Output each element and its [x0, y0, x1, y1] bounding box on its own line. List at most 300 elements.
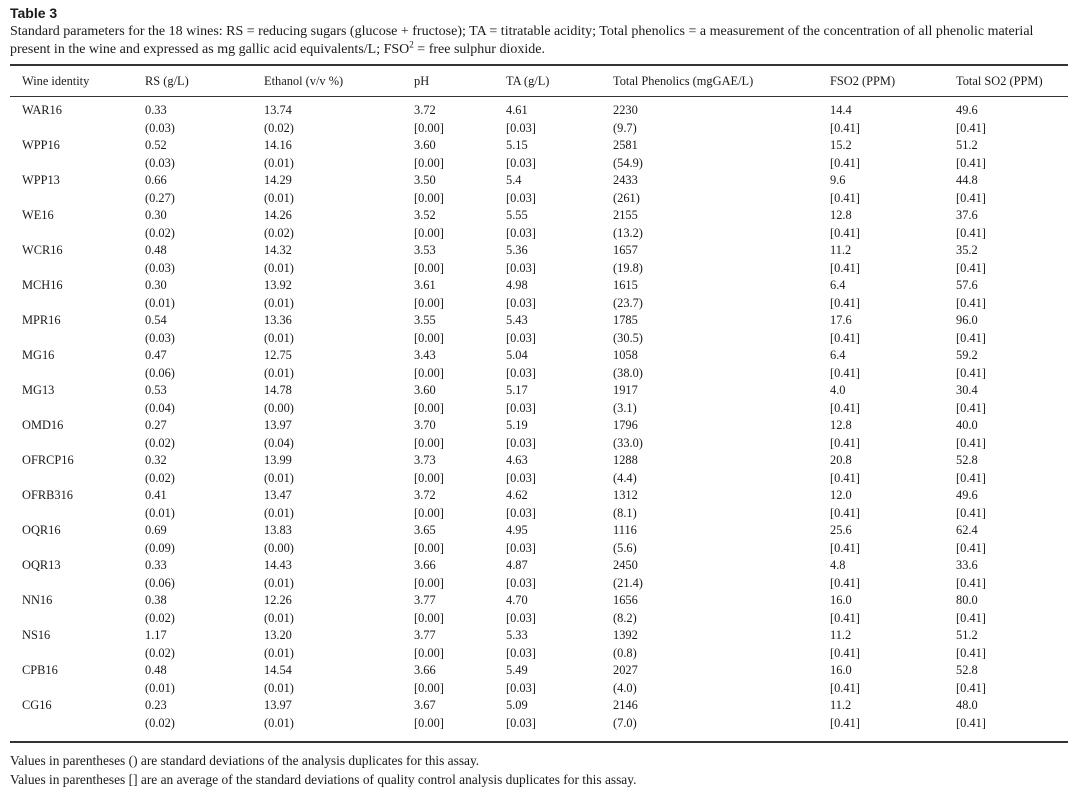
cell-ethanol: 12.26 — [264, 593, 292, 607]
cell-total-so2: 51.2 — [956, 138, 978, 152]
cell-empty — [10, 715, 145, 733]
table-caption — [10, 23, 1072, 59]
cell-fso2: 25.6 — [830, 523, 852, 537]
table-row — [10, 96, 1068, 120]
cell-ethanol-deviation: (0.04) — [264, 435, 294, 450]
table-bottom-rule — [10, 741, 1068, 743]
cell-ta-deviation: [0.03] — [506, 505, 536, 520]
table-row — [10, 347, 1068, 365]
cell-ph: 3.43 — [414, 348, 436, 362]
cell-fso2-deviation: [0.41] — [830, 330, 860, 345]
table-row — [10, 417, 1068, 435]
cell-empty — [10, 610, 145, 628]
cell-ph-deviation: [0.00] — [414, 120, 444, 135]
table-row — [10, 592, 1068, 610]
cell-ta-deviation: [0.03] — [506, 715, 536, 730]
column-header-rs: RS (g/L) — [145, 73, 189, 88]
cell-total-phenolics: 1615 — [613, 278, 638, 292]
cell-wine-id: WCR16 — [22, 243, 63, 257]
cell-ethanol-deviation: (0.01) — [264, 295, 294, 310]
cell-total-phenolics-deviation: (261) — [613, 190, 640, 205]
cell-ethanol: 13.99 — [264, 453, 292, 467]
cell-empty — [10, 435, 145, 453]
cell-empty — [10, 295, 145, 313]
cell-ph: 3.53 — [414, 243, 436, 257]
cell-rs-deviation: (0.02) — [145, 470, 175, 485]
cell-ta: 4.98 — [506, 278, 528, 292]
table-row — [10, 312, 1068, 330]
caption-text-end: = free sulphur dioxide. — [413, 42, 545, 57]
cell-empty — [10, 680, 145, 698]
table-row-deviation — [10, 190, 1068, 208]
cell-fso2: 12.0 — [830, 488, 852, 502]
cell-total-so2: 62.4 — [956, 523, 978, 537]
cell-fso2: 12.8 — [830, 208, 852, 222]
cell-total-so2: 59.2 — [956, 348, 978, 362]
table-row-deviation — [10, 610, 1068, 628]
cell-total-phenolics-deviation: (19.8) — [613, 260, 643, 275]
cell-ta-deviation: [0.03] — [506, 470, 536, 485]
cell-wine-id: WPP16 — [22, 138, 60, 152]
cell-ph: 3.67 — [414, 698, 436, 712]
column-header-ta: TA (g/L) — [506, 73, 550, 88]
cell-ph-deviation: [0.00] — [414, 540, 444, 555]
cell-total-so2: 40.0 — [956, 418, 978, 432]
cell-rs-deviation: (0.27) — [145, 190, 175, 205]
table-row — [10, 627, 1068, 645]
cell-ph-deviation: [0.00] — [414, 365, 444, 380]
cell-ph: 3.55 — [414, 313, 436, 327]
cell-ethanol-deviation: (0.00) — [264, 400, 294, 415]
cell-wine-id: CG16 — [22, 698, 52, 712]
cell-ta: 5.19 — [506, 418, 528, 432]
cell-ethanol: 13.36 — [264, 313, 292, 327]
cell-rs: 0.66 — [145, 173, 167, 187]
cell-ethanol-deviation: (0.01) — [264, 155, 294, 170]
cell-empty — [10, 155, 145, 173]
cell-ethanol-deviation: (0.01) — [264, 365, 294, 380]
cell-ph: 3.66 — [414, 558, 436, 572]
cell-total-phenolics: 1657 — [613, 243, 638, 257]
cell-ta: 4.70 — [506, 593, 528, 607]
cell-empty — [10, 575, 145, 593]
cell-total-phenolics-deviation: (8.2) — [613, 610, 637, 625]
cell-fso2: 17.6 — [830, 313, 852, 327]
cell-wine-id: OMD16 — [22, 418, 64, 432]
cell-ethanol: 14.32 — [264, 243, 292, 257]
cell-ta-deviation: [0.03] — [506, 295, 536, 310]
column-header-ph: pH — [414, 73, 430, 88]
cell-wine-id: WAR16 — [22, 103, 62, 117]
cell-rs: 0.38 — [145, 593, 167, 607]
cell-rs: 0.33 — [145, 103, 167, 117]
cell-ta: 5.4 — [506, 173, 522, 187]
cell-ta: 5.36 — [506, 243, 528, 257]
cell-wine-id: CPB16 — [22, 663, 58, 677]
cell-ph-deviation: [0.00] — [414, 400, 444, 415]
cell-total-phenolics-deviation: (38.0) — [613, 365, 643, 380]
cell-rs: 0.27 — [145, 418, 167, 432]
cell-rs-deviation: (0.06) — [145, 575, 175, 590]
cell-fso2-deviation: [0.41] — [830, 610, 860, 625]
cell-ethanol: 12.75 — [264, 348, 292, 362]
cell-ta-deviation: [0.03] — [506, 260, 536, 275]
cell-ethanol: 13.92 — [264, 278, 292, 292]
cell-ph: 3.77 — [414, 628, 436, 642]
cell-empty — [10, 470, 145, 488]
cell-total-so2: 30.4 — [956, 383, 978, 397]
caption-superscript: 2 — [409, 39, 414, 50]
cell-ph: 3.70 — [414, 418, 436, 432]
table-row-deviation — [10, 365, 1068, 383]
cell-total-so2: 44.8 — [956, 173, 978, 187]
cell-total-so2-deviation: [0.41] — [956, 225, 986, 240]
table-row-deviation — [10, 715, 1068, 733]
table-row — [10, 137, 1068, 155]
cell-total-phenolics: 2155 — [613, 208, 638, 222]
cell-ta-deviation: [0.03] — [506, 365, 536, 380]
cell-total-phenolics: 1312 — [613, 488, 638, 502]
cell-ph-deviation: [0.00] — [414, 575, 444, 590]
table-row — [10, 207, 1068, 225]
cell-ethanol: 13.74 — [264, 103, 292, 117]
cell-ta: 5.04 — [506, 348, 528, 362]
cell-ethanol: 14.43 — [264, 558, 292, 572]
cell-ta-deviation: [0.03] — [506, 225, 536, 240]
cell-fso2-deviation: [0.41] — [830, 190, 860, 205]
cell-ph-deviation: [0.00] — [414, 190, 444, 205]
table-row-deviation — [10, 435, 1068, 453]
cell-total-phenolics: 1392 — [613, 628, 638, 642]
cell-rs-deviation: (0.01) — [145, 295, 175, 310]
table-row-deviation — [10, 155, 1068, 173]
cell-rs: 0.54 — [145, 313, 167, 327]
cell-total-so2: 37.6 — [956, 208, 978, 222]
cell-total-phenolics: 1796 — [613, 418, 638, 432]
table-row — [10, 487, 1068, 505]
column-header-wine-identity: Wine identity — [22, 73, 90, 88]
cell-rs-deviation: (0.02) — [145, 645, 175, 660]
table-row — [10, 452, 1068, 470]
cell-ta-deviation: [0.03] — [506, 190, 536, 205]
table-row-deviation — [10, 540, 1068, 558]
cell-ph-deviation: [0.00] — [414, 330, 444, 345]
cell-rs: 0.47 — [145, 348, 167, 362]
cell-total-so2: 51.2 — [956, 628, 978, 642]
cell-total-so2-deviation: [0.41] — [956, 715, 986, 730]
cell-total-so2: 52.8 — [956, 663, 978, 677]
cell-ethanol-deviation: (0.01) — [264, 680, 294, 695]
cell-total-phenolics-deviation: (21.4) — [613, 575, 643, 590]
cell-wine-id: OQR16 — [22, 523, 61, 537]
cell-ta-deviation: [0.03] — [506, 155, 536, 170]
table-header-row — [10, 66, 1068, 96]
cell-ethanol: 13.97 — [264, 418, 292, 432]
cell-fso2-deviation: [0.41] — [830, 295, 860, 310]
cell-fso2: 20.8 — [830, 453, 852, 467]
cell-fso2: 6.4 — [830, 348, 846, 362]
table-row-deviation — [10, 645, 1068, 663]
table-row-deviation — [10, 505, 1068, 523]
cell-fso2: 12.8 — [830, 418, 852, 432]
cell-fso2: 16.0 — [830, 593, 852, 607]
column-header-total-phenolics: Total Phenolics (mgGAE/L) — [613, 73, 754, 88]
cell-wine-id: MG16 — [22, 348, 55, 362]
cell-empty — [10, 400, 145, 418]
caption-text: Standard parameters for the 18 wines: RS = reducing sugars (glucose + fructose); TA = titratable acidity; Total phenolics = a measurement of the concentration of all phenolic material present in the wine and expressed as mg gallic acid equivalents/L; FSO — [10, 24, 1034, 57]
cell-total-phenolics: 1917 — [613, 383, 638, 397]
cell-fso2-deviation: [0.41] — [830, 400, 860, 415]
cell-total-so2-deviation: [0.41] — [956, 505, 986, 520]
cell-ph-deviation: [0.00] — [414, 260, 444, 275]
cell-ph: 3.52 — [414, 208, 436, 222]
cell-ethanol: 14.26 — [264, 208, 292, 222]
cell-rs-deviation: (0.01) — [145, 505, 175, 520]
cell-total-so2: 52.8 — [956, 453, 978, 467]
cell-ethanol: 14.29 — [264, 173, 292, 187]
cell-ethanol-deviation: (0.01) — [264, 330, 294, 345]
cell-total-phenolics: 2230 — [613, 103, 638, 117]
cell-total-phenolics-deviation: (7.0) — [613, 715, 637, 730]
cell-ta-deviation: [0.03] — [506, 435, 536, 450]
table-row-deviation — [10, 225, 1068, 243]
cell-empty — [10, 505, 145, 523]
cell-ethanol: 14.78 — [264, 383, 292, 397]
table-row — [10, 172, 1068, 190]
cell-ph: 3.61 — [414, 278, 436, 292]
cell-total-so2-deviation: [0.41] — [956, 610, 986, 625]
cell-total-phenolics-deviation: (5.6) — [613, 540, 637, 555]
cell-wine-id: MPR16 — [22, 313, 61, 327]
cell-ethanol: 13.97 — [264, 698, 292, 712]
cell-ta-deviation: [0.03] — [506, 575, 536, 590]
cell-total-so2: 33.6 — [956, 558, 978, 572]
cell-wine-id: WPP13 — [22, 173, 60, 187]
cell-ta: 5.43 — [506, 313, 528, 327]
cell-ethanol-deviation: (0.01) — [264, 715, 294, 730]
cell-total-so2-deviation: [0.41] — [956, 400, 986, 415]
cell-rs: 0.48 — [145, 663, 167, 677]
cell-total-phenolics: 1058 — [613, 348, 638, 362]
cell-ethanol-deviation: (0.01) — [264, 505, 294, 520]
cell-empty — [10, 225, 145, 243]
cell-ph: 3.72 — [414, 488, 436, 502]
cell-rs-deviation: (0.04) — [145, 400, 175, 415]
cell-fso2: 4.0 — [830, 383, 846, 397]
cell-fso2-deviation: [0.41] — [830, 120, 860, 135]
cell-rs: 0.30 — [145, 208, 167, 222]
cell-ph: 3.60 — [414, 138, 436, 152]
cell-ethanol: 13.47 — [264, 488, 292, 502]
cell-empty — [10, 540, 145, 558]
table-row — [10, 277, 1068, 295]
cell-ta: 5.49 — [506, 663, 528, 677]
cell-fso2-deviation: [0.41] — [830, 540, 860, 555]
footnote-brackets: Values in parentheses [] are an average of the standard deviations of quality control analysis duplicates for this assay. — [10, 772, 637, 787]
cell-total-phenolics: 2450 — [613, 558, 638, 572]
cell-ph-deviation: [0.00] — [414, 155, 444, 170]
cell-fso2-deviation: [0.41] — [830, 680, 860, 695]
cell-empty — [10, 190, 145, 208]
table-row-deviation — [10, 400, 1068, 418]
cell-total-so2-deviation: [0.41] — [956, 645, 986, 660]
cell-fso2: 9.6 — [830, 173, 846, 187]
cell-ph: 3.65 — [414, 523, 436, 537]
cell-fso2-deviation: [0.41] — [830, 715, 860, 730]
cell-total-phenolics-deviation: (23.7) — [613, 295, 643, 310]
cell-total-so2-deviation: [0.41] — [956, 680, 986, 695]
cell-ph-deviation: [0.00] — [414, 645, 444, 660]
cell-ethanol-deviation: (0.01) — [264, 190, 294, 205]
cell-total-phenolics-deviation: (30.5) — [613, 330, 643, 345]
table-row — [10, 242, 1068, 260]
cell-rs-deviation: (0.03) — [145, 330, 175, 345]
cell-fso2: 11.2 — [830, 698, 852, 712]
cell-total-phenolics-deviation: (13.2) — [613, 225, 643, 240]
cell-ethanol-deviation: (0.02) — [264, 225, 294, 240]
cell-total-so2-deviation: [0.41] — [956, 155, 986, 170]
cell-ta-deviation: [0.03] — [506, 540, 536, 555]
cell-total-so2: 49.6 — [956, 488, 978, 502]
cell-ph-deviation: [0.00] — [414, 715, 444, 730]
cell-ta: 5.55 — [506, 208, 528, 222]
cell-ta: 4.63 — [506, 453, 528, 467]
cell-ta: 4.62 — [506, 488, 528, 502]
cell-rs: 0.32 — [145, 453, 167, 467]
cell-ethanol-deviation: (0.01) — [264, 645, 294, 660]
cell-ethanol-deviation: (0.01) — [264, 260, 294, 275]
cell-ph-deviation: [0.00] — [414, 225, 444, 240]
cell-ethanol-deviation: (0.02) — [264, 120, 294, 135]
table-row-deviation — [10, 120, 1068, 138]
cell-total-so2-deviation: [0.41] — [956, 435, 986, 450]
footnote-parentheses: Values in parentheses () are standard deviations of the analysis duplicates for this assay. — [10, 753, 480, 768]
cell-ta-deviation: [0.03] — [506, 330, 536, 345]
cell-total-phenolics-deviation: (3.1) — [613, 400, 637, 415]
cell-total-so2: 48.0 — [956, 698, 978, 712]
cell-empty — [10, 645, 145, 663]
cell-fso2-deviation: [0.41] — [830, 260, 860, 275]
cell-total-so2-deviation: [0.41] — [956, 190, 986, 205]
cell-ethanol-deviation: (0.00) — [264, 540, 294, 555]
cell-total-phenolics: 2027 — [613, 663, 638, 677]
cell-rs-deviation: (0.02) — [145, 225, 175, 240]
cell-rs-deviation: (0.02) — [145, 715, 175, 730]
cell-ph: 3.72 — [414, 103, 436, 117]
cell-total-phenolics: 2146 — [613, 698, 638, 712]
cell-rs: 0.30 — [145, 278, 167, 292]
cell-ph-deviation: [0.00] — [414, 680, 444, 695]
cell-ph: 3.66 — [414, 663, 436, 677]
column-header-total-so2: Total SO2 (PPM) — [956, 73, 1043, 88]
cell-empty — [10, 365, 145, 383]
cell-fso2: 16.0 — [830, 663, 852, 677]
cell-ta: 5.17 — [506, 383, 528, 397]
cell-empty — [10, 330, 145, 348]
cell-ta-deviation: [0.03] — [506, 610, 536, 625]
cell-ethanol-deviation: (0.01) — [264, 470, 294, 485]
cell-fso2: 14.4 — [830, 103, 852, 117]
cell-ta: 5.33 — [506, 628, 528, 642]
cell-ethanol: 14.54 — [264, 663, 292, 677]
cell-rs-deviation: (0.03) — [145, 155, 175, 170]
cell-fso2-deviation: [0.41] — [830, 575, 860, 590]
cell-total-so2-deviation: [0.41] — [956, 260, 986, 275]
cell-rs-deviation: (0.01) — [145, 680, 175, 695]
cell-empty — [10, 260, 145, 278]
cell-fso2: 6.4 — [830, 278, 846, 292]
cell-total-phenolics: 1785 — [613, 313, 638, 327]
cell-wine-id: NS16 — [22, 628, 51, 642]
table-label: Table 3 — [10, 5, 58, 21]
cell-rs: 0.53 — [145, 383, 167, 397]
table-row-deviation — [10, 260, 1068, 278]
cell-total-phenolics-deviation: (0.8) — [613, 645, 637, 660]
table-row-deviation — [10, 680, 1068, 698]
cell-total-phenolics: 2433 — [613, 173, 638, 187]
cell-total-so2-deviation: [0.41] — [956, 365, 986, 380]
cell-total-so2-deviation: [0.41] — [956, 330, 986, 345]
cell-ph: 3.60 — [414, 383, 436, 397]
cell-fso2-deviation: [0.41] — [830, 470, 860, 485]
cell-fso2: 15.2 — [830, 138, 852, 152]
cell-fso2-deviation: [0.41] — [830, 155, 860, 170]
cell-fso2-deviation: [0.41] — [830, 365, 860, 380]
cell-ph: 3.77 — [414, 593, 436, 607]
cell-ethanol: 14.16 — [264, 138, 292, 152]
cell-total-so2-deviation: [0.41] — [956, 295, 986, 310]
cell-total-phenolics-deviation: (8.1) — [613, 505, 637, 520]
table-row-deviation — [10, 295, 1068, 313]
cell-fso2-deviation: [0.41] — [830, 645, 860, 660]
cell-ethanol: 13.20 — [264, 628, 292, 642]
cell-rs: 0.41 — [145, 488, 167, 502]
cell-total-phenolics-deviation: (4.4) — [613, 470, 637, 485]
cell-fso2: 11.2 — [830, 243, 852, 257]
cell-rs: 0.23 — [145, 698, 167, 712]
cell-ph: 3.50 — [414, 173, 436, 187]
cell-ph-deviation: [0.00] — [414, 610, 444, 625]
table-row — [10, 662, 1068, 680]
cell-total-phenolics-deviation: (4.0) — [613, 680, 637, 695]
column-header-ethanol: Ethanol (v/v %) — [264, 73, 344, 88]
cell-total-phenolics-deviation: (9.7) — [613, 120, 637, 135]
cell-ta: 5.09 — [506, 698, 528, 712]
cell-total-so2: 35.2 — [956, 243, 978, 257]
table-row — [10, 382, 1068, 400]
cell-rs: 0.69 — [145, 523, 167, 537]
cell-total-phenolics: 1116 — [613, 523, 637, 537]
cell-ta: 4.61 — [506, 103, 528, 117]
cell-wine-id: MG13 — [22, 383, 55, 397]
cell-wine-id: NN16 — [22, 593, 53, 607]
wine-parameters-table — [10, 66, 1068, 732]
cell-total-phenolics: 2581 — [613, 138, 638, 152]
cell-total-so2: 57.6 — [956, 278, 978, 292]
cell-total-so2-deviation: [0.41] — [956, 120, 986, 135]
cell-wine-id: OFRB316 — [22, 488, 73, 502]
cell-total-so2: 49.6 — [956, 103, 978, 117]
table-row-deviation — [10, 575, 1068, 593]
table-row — [10, 557, 1068, 575]
cell-rs: 0.52 — [145, 138, 167, 152]
cell-rs-deviation: (0.02) — [145, 610, 175, 625]
cell-rs-deviation: (0.06) — [145, 365, 175, 380]
cell-ta: 4.95 — [506, 523, 528, 537]
cell-ta-deviation: [0.03] — [506, 120, 536, 135]
cell-rs-deviation: (0.09) — [145, 540, 175, 555]
cell-ph-deviation: [0.00] — [414, 435, 444, 450]
